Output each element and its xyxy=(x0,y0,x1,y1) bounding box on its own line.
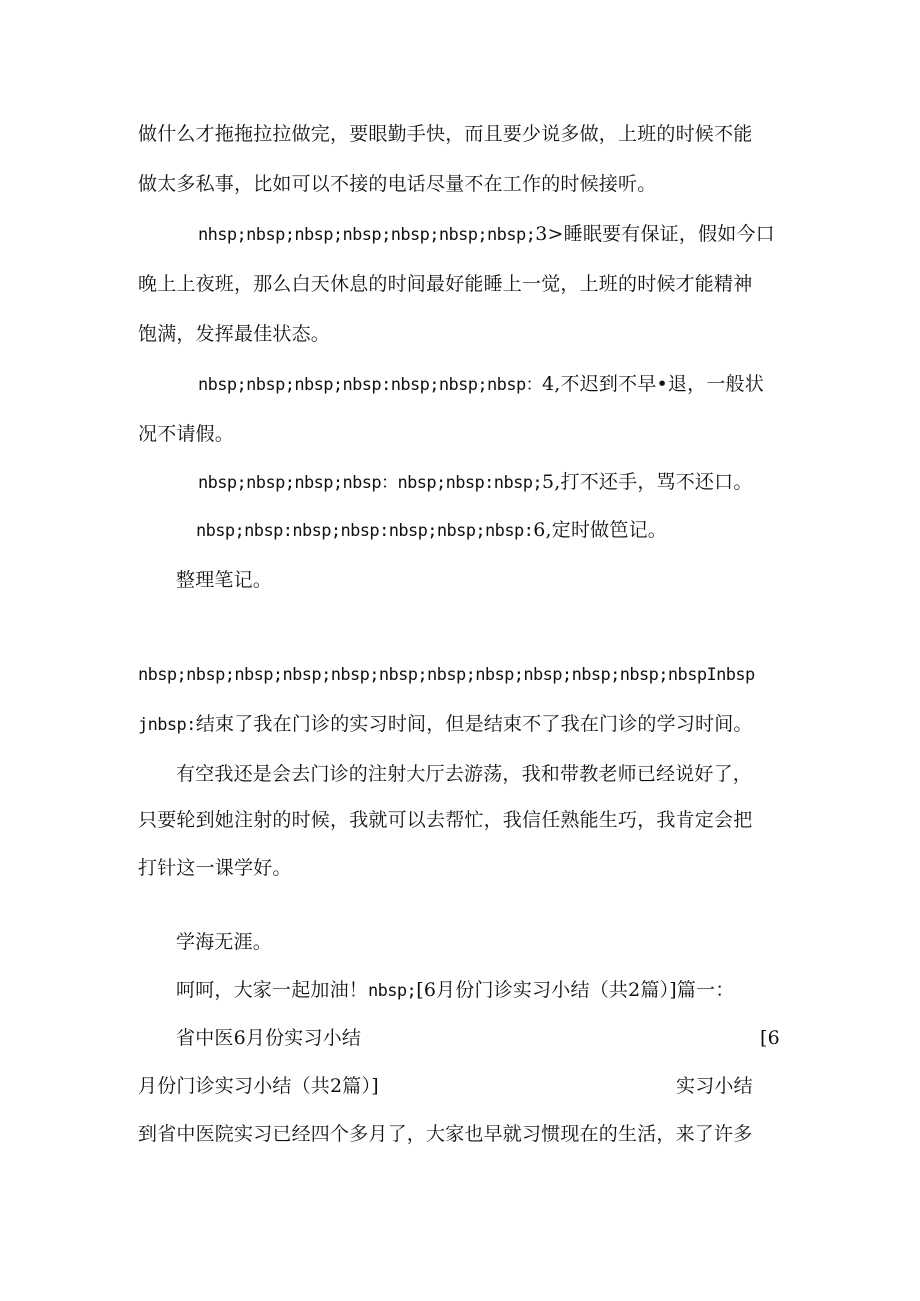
text-fragment: 呵呵，大家一起加油！ xyxy=(176,979,369,1001)
text-line-1: 做什么才拖拖拉拉做完，要眼勤手快，而且要少说多做，上班的时候不能 xyxy=(138,123,753,145)
text-line-3 xyxy=(198,222,775,247)
text-line-20: 实习小结 xyxy=(676,1075,753,1097)
text-fragment: 3>睡眠要有保证，假如今口 xyxy=(535,223,775,245)
text-line-2: 做太多私事，比如可以不接的电话尽量不在工作的时候接听。 xyxy=(138,173,657,195)
text-line-19: 月份门诊实习小结（共2篇）] xyxy=(138,1075,379,1097)
code-fragment: nbsp;nbsp;nbsp;nbsp：nbsp;nbsp:nbsp; xyxy=(198,473,542,493)
text-line-13: 只要轮到她注射的时候，我就可以去帮忙，我信任熟能生巧，我肯定会把 xyxy=(138,809,753,831)
text-line-16 xyxy=(176,978,735,1003)
text-fragment: [6月份门诊实习小结（共2篇）]篇一： xyxy=(416,979,735,1001)
text-fragment: 结束了我在门诊的实习时间，但是结束不了我在门诊的学习时间。 xyxy=(195,713,753,735)
text-line-11 xyxy=(138,712,753,737)
code-fragment: nbsp; xyxy=(368,981,417,1001)
code-fragment: nhsp;nbsp;nbsp;nbsp;nbsp;nbsp;nbsp; xyxy=(198,225,536,245)
code-fragment: nbsp;nbsp:nbsp;nbsp:nbsp;nbsp;nbsp: xyxy=(196,521,534,541)
text-line-18: [6 xyxy=(760,1027,780,1049)
text-fragment: 5,打不还手，骂不还口。 xyxy=(542,471,753,493)
code-line: nbsp;nbsp;nbsp;nbsp;nbsp;nbsp;nbsp;nbsp;nbsp;nbsp;nbsp;nbspInbsp xyxy=(138,665,755,685)
text-line-4: 晚上上夜班，那么白天休息的时间最好能睡上一觉，上班的时候才能精神 xyxy=(138,273,753,295)
text-line-9 xyxy=(196,518,667,543)
text-fragment: 4,不迟到不早•退，一般状 xyxy=(542,373,764,395)
text-line-10: 整理笔记。 xyxy=(176,569,273,591)
text-line-12: 有空我还是会去门诊的注射大厅去游荡，我和带教老师已经说好了， xyxy=(176,763,753,785)
text-line-5: 饱满，发挥最佳状态。 xyxy=(138,323,331,345)
text-line-15: 学海无涯。 xyxy=(176,931,273,953)
text-line-21: 到省中医院实习已经四个多月了，大家也早就习惯现在的生活，来了许多 xyxy=(138,1123,753,1145)
text-fragment: 6,定时做笆记。 xyxy=(533,519,667,541)
text-line-7: 况不请假。 xyxy=(138,423,235,445)
text-line-14: 打针这一课学好。 xyxy=(138,857,292,879)
code-fragment: nbsp;nbsp;nbsp;nbsp:nbsp;nbsp;nbsp： xyxy=(198,375,542,395)
text-line-6 xyxy=(198,372,764,397)
text-line-17: 省中医6月份实习小结 xyxy=(176,1027,362,1049)
code-fragment: jnbsp: xyxy=(138,715,196,735)
text-line-8 xyxy=(198,470,753,495)
